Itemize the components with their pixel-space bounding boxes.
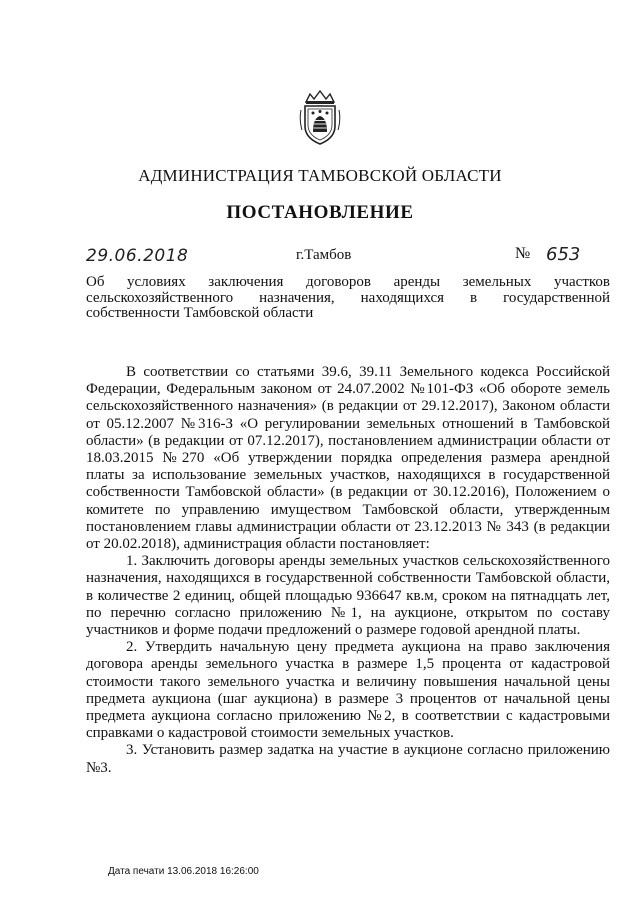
organization-title: АДМИНИСТРАЦИЯ ТАМБОВСКОЙ ОБЛАСТИ	[138, 166, 502, 185]
document-title: ПОСТАНОВЛЕНИЕ	[226, 202, 414, 223]
coat-of-arms-icon	[298, 88, 342, 146]
print-date-footer: Дата печати 13.06.2018 16:26:00	[108, 866, 259, 877]
paragraph-item-1: 1. Заключить договоры аренды земельных участков сельскохозяйственного назначения, находящихся в государственной собственности Тамбовской области, в количестве 2 единиц, общей площадью 936647 кв.м, сроком на пятнадцать лет, по перечню согласно приложению №1, на аукционе, открытом по составу участников и форме подачи предложений о размере годовой арендной платы.	[86, 553, 610, 639]
number-label: №	[515, 245, 531, 262]
document-subject: Об условиях заключения договоров аренды земельных участков сельскохозяйственного назначения, находящихся в государственной собственности Тамбовской области	[86, 274, 610, 321]
paragraph-item-3: 3. Установить размер задатка на участие в аукционе согласно приложению №3.	[86, 742, 610, 776]
document-city: г.Тамбов	[296, 247, 352, 263]
document-number: 653	[546, 244, 581, 265]
document-body	[86, 364, 610, 777]
paragraph-preamble: В соответствии со статьями 39.6, 39.11 Земельного кодекса Российской Федерации, Федеральным законом от 24.07.2002 №101-ФЗ «Об обороте земель сельскохозяйственного назначения» (в редакции от 29.12.2017), Законом области от 05.12.2007 №316-З «О регулировании земельных отношений в Тамбовской области» (в редакции от 07.12.2017), постановлением администрации области от 18.03.2015 №270 «Об утверждении порядка определения размера арендной платы за использование земельных участков, находящихся в государственной собственности Тамбовской области» (в редакции от 30.12.2016), Положением о комитете по управлению имуществом Тамбовской области, утвержденным постановлением главы администрации области от 23.12.2013 № 343 (в редакции от 20.02.2018), администрация области постановляет:	[86, 364, 610, 553]
document-date: 29.06.2018	[86, 246, 189, 266]
paragraph-item-2: 2. Утвердить начальную цену предмета аукциона на право заключения договора аренды земельного участка в размере 1,5 процента от кадастровой стоимости такого земельного участка и величину повышения начальной цены предмета аукциона (шаг аукциона) в размере 3 процентов от начальной цены предмета аукциона согласно приложению №2, в соответствии с кадастровыми справками о кадастровой стоимости земельных участков.	[86, 639, 610, 742]
